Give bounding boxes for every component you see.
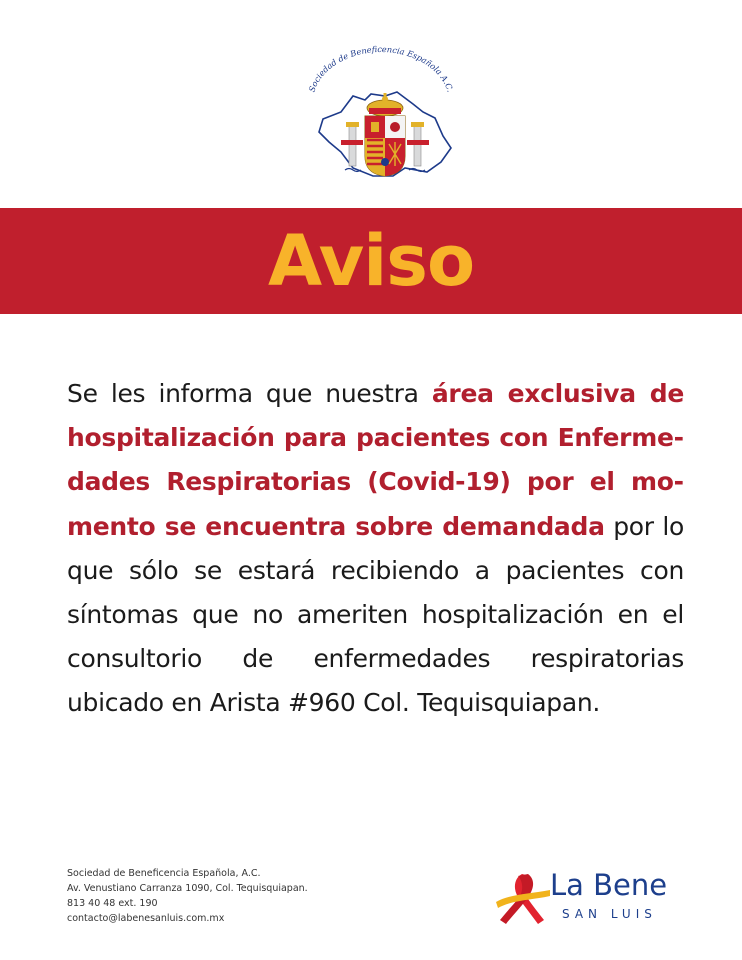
notice-text-intro: Se les informa que nuestra [67,379,432,408]
coat-of-arms-logo [301,44,461,186]
brand-logo [492,868,692,930]
footer-contact [67,866,367,926]
ribbon-icon [492,868,554,928]
banner-title: Aviso [267,220,475,302]
notice-text-rest: por lo que sólo se estará recibiendo a pacientes con síntomas que no ameriten hospitalización en el consultorio de enfermedades respiratorias ubicado en Arista #960 Col. Tequisquiapan. [67,511,684,718]
footer-org-name: Sociedad de Beneficencia Española, A.C. [67,868,261,879]
svg-text:Sociedad de Beneficencia Españ: Sociedad de Beneficencia Española A.C. [306,44,456,94]
notice-banner [0,208,742,314]
brand-subtitle: SAN LUIS [562,907,657,921]
notice-text-highlight: área exclusiva de hospitalización para pacientes con Enfermedades Respiratorias (Covid-19) por el momento se encuentra sobre demandada [67,379,684,541]
footer-phone: 813 40 48 ext. 190 [67,898,158,909]
notice-text [67,372,684,726]
footer-address: Av. Venustiano Carranza 1090, Col. Tequisquiapan. [67,883,308,894]
footer-email: contacto@labenesanluis.com.mx [67,913,225,924]
brand-name: La Bene [550,868,668,902]
